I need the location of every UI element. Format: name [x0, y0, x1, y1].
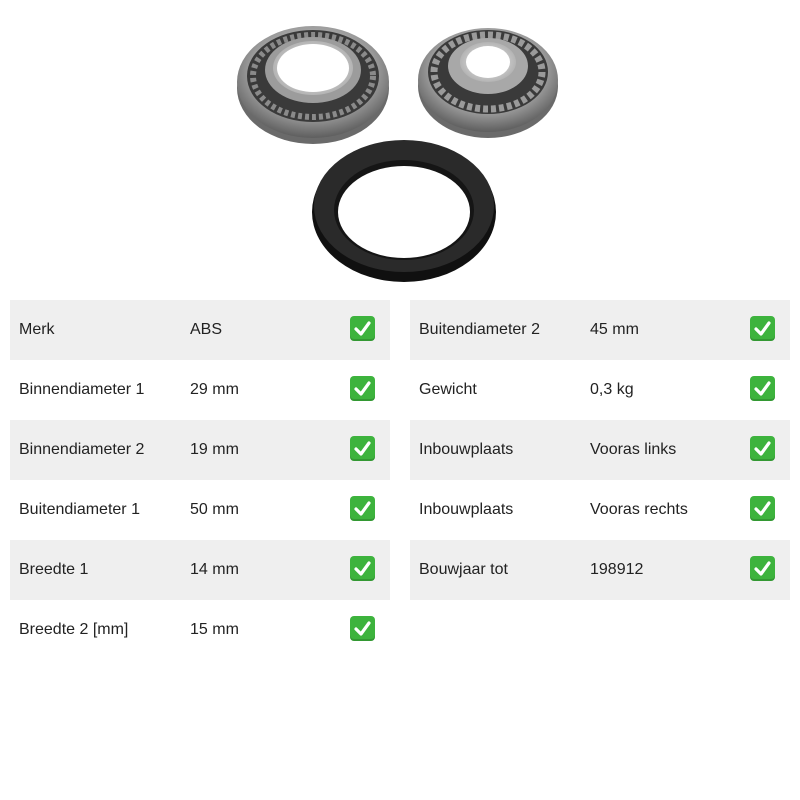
spec-value: 198912 [590, 561, 644, 578]
oil-seal [312, 140, 496, 282]
spec-value: 50 mm [190, 501, 239, 518]
spec-label: Buitendiameter 1 [19, 501, 140, 518]
spec-label: Binnendiameter 1 [19, 381, 145, 398]
spec-row [10, 300, 390, 360]
check-mark-icon [750, 376, 775, 401]
spec-label: Breedte 1 [19, 561, 89, 578]
spec-row [410, 480, 790, 540]
spec-row [410, 540, 790, 600]
spec-table-right [410, 300, 790, 600]
check-mark-icon [350, 436, 375, 461]
spec-value: Vooras links [590, 441, 677, 458]
spec-row [10, 540, 390, 600]
spec-row [10, 420, 390, 480]
spec-value: 14 mm [190, 561, 239, 578]
product-image [0, 0, 800, 290]
check-mark-icon [350, 376, 375, 401]
check-mark-icon [750, 436, 775, 461]
spec-label: Gewicht [419, 381, 477, 398]
check-mark-icon [350, 556, 375, 581]
spec-label: Merk [19, 321, 55, 338]
check-mark-icon [350, 616, 375, 641]
spec-label: Inbouwplaats [419, 441, 514, 458]
check-mark-icon [750, 496, 775, 521]
spec-label: Binnendiameter 2 [19, 441, 145, 458]
spec-label: Breedte 2 [mm] [19, 621, 129, 638]
spec-value: 29 mm [190, 381, 239, 398]
bearing-large [237, 26, 389, 144]
check-mark-icon [750, 556, 775, 581]
spec-value: 0,3 kg [590, 381, 634, 398]
spec-row [10, 600, 390, 660]
spec-row [410, 360, 790, 420]
spec-row [10, 360, 390, 420]
check-mark-icon [350, 316, 375, 341]
spec-row [10, 480, 390, 540]
check-mark-icon [750, 316, 775, 341]
spec-value: 15 mm [190, 621, 239, 638]
spec-value: Vooras rechts [590, 501, 688, 518]
spec-value: ABS [190, 321, 223, 338]
spec-table-left [10, 300, 390, 660]
spec-value: 45 mm [590, 321, 639, 338]
spec-row [410, 300, 790, 360]
spec-label: Buitendiameter 2 [419, 321, 540, 338]
spec-value: 19 mm [190, 441, 239, 458]
check-mark-icon [350, 496, 375, 521]
bearing-small [418, 28, 558, 138]
spec-row [410, 420, 790, 480]
spec-label: Inbouwplaats [419, 501, 514, 518]
spec-label: Bouwjaar tot [419, 561, 508, 578]
